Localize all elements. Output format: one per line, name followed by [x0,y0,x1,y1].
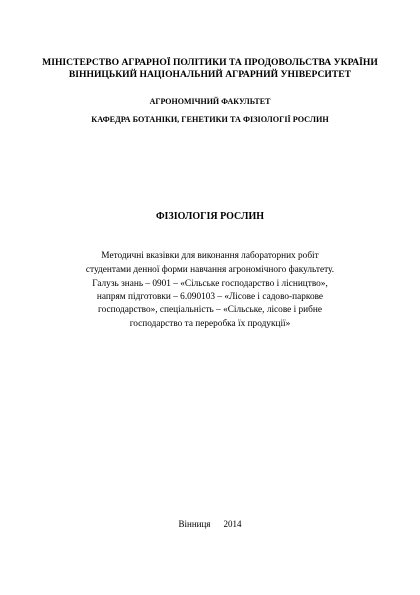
university-name: ВІННИЦЬКИЙ НАЦІОНАЛЬНИЙ АГРАРНИЙ УНІВЕРСИТЕТ [68,69,352,80]
description-line: господарство та переробка їх продукції» [129,319,291,329]
description-line: напрям підготовки – 6.090103 – «Лісове і садово-паркове [96,292,324,302]
ministry-name: МІНІСТЕРСТВО АГРАРНОЇ ПОЛІТИКИ ТА ПРОДОВОЛЬСТВА УКРАЇНИ [42,57,378,68]
description-line: студентами денної форми навчання агрономічного факультету. [85,265,335,275]
document-title: ФІЗІОЛОГІЯ РОСЛИН [155,211,265,222]
faculty-name: АГРОНОМІЧНИЙ ФАКУЛЬТЕТ [149,97,271,106]
footer-city: Вінниця [178,519,211,529]
footer-year: 2014 [223,519,242,529]
description-line: Методичні вказівки для виконання лабораторних робіт [101,251,319,261]
footer-imprint [0,520,420,529]
description-line: господарство», спеціальність – «Сільське, лісове і рибне [98,305,322,315]
description-line: Галузь знань – 0901 – «Сільське господарство і лісництво», [92,279,328,289]
department-name: КАФЕДРА БОТАНІКИ, ГЕНЕТИКИ ТА ФІЗІОЛОГІЇ РОСЛИН [91,115,329,124]
